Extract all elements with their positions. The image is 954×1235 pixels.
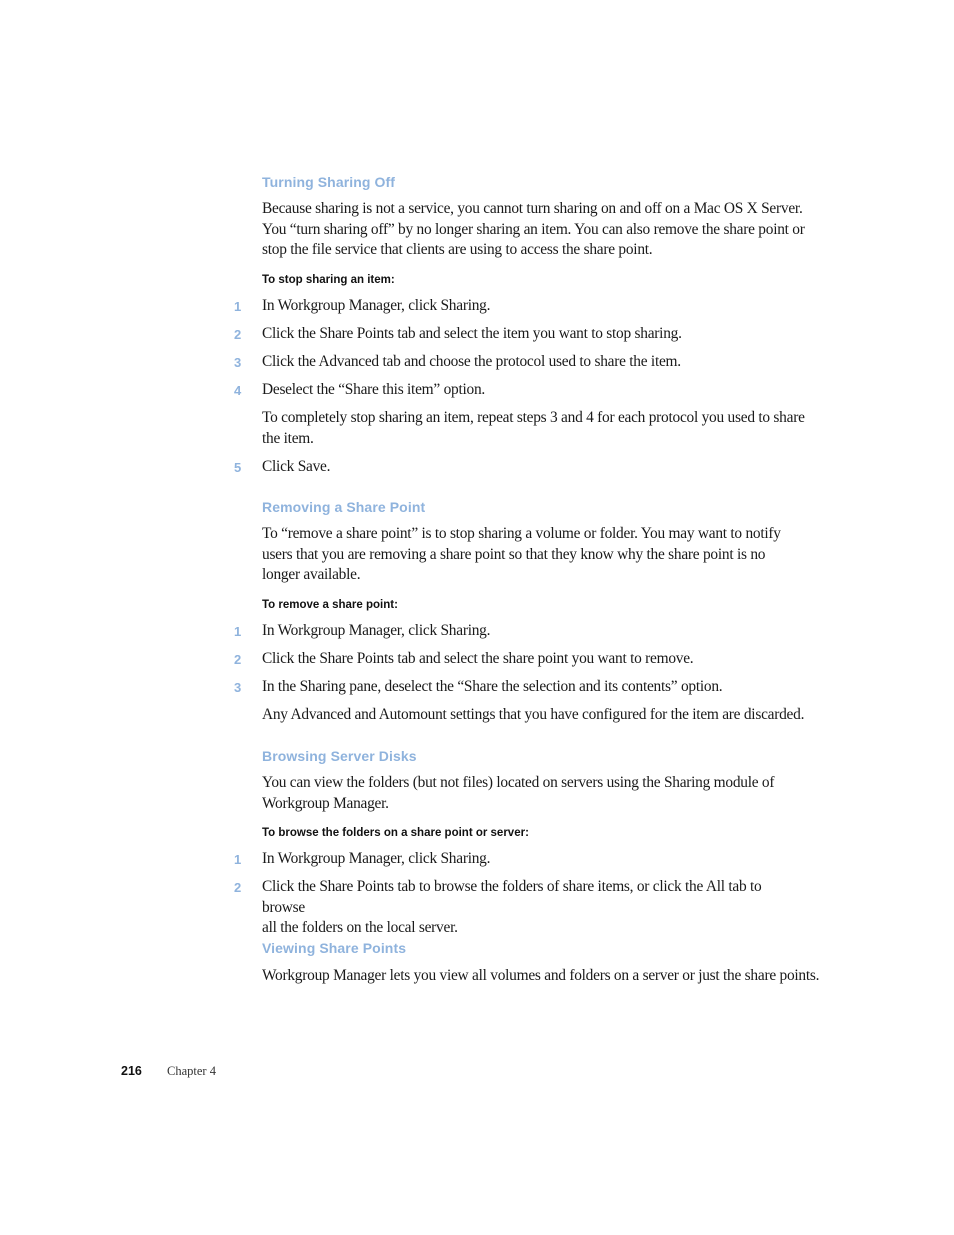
step-note: Any Advanced and Automount settings that you have configured for the item are discarded. [262, 706, 805, 723]
section-heading-viewing-share-points: Viewing Share Points [262, 940, 407, 956]
paragraph-viewing-share-points: Workgroup Manager lets you view all volumes and folders on a server or just the share points. [262, 967, 820, 984]
section-heading-turning-sharing-off: Turning Sharing Off [262, 174, 396, 190]
paragraph-browsing-server-disks [262, 773, 807, 814]
step-number: 5 [234, 460, 242, 475]
step-number: 3 [234, 355, 242, 370]
text-line: Because sharing is not a service, you cannot turn sharing on and off on a Mac OS X Server. [262, 200, 803, 217]
step-note [262, 408, 807, 449]
step-text [262, 877, 807, 939]
text-line: all the folders on the local server. [262, 919, 458, 937]
paragraph-removing-share-point [262, 524, 807, 586]
procedure-heading-stop-sharing: To stop sharing an item: [262, 274, 395, 286]
page-number: 216 [121, 1064, 142, 1078]
text-line: stop the file service that clients are using to access the share point. [262, 241, 653, 259]
step-text: Click the Share Points tab and select the item you want to stop sharing. [262, 325, 682, 342]
text-line: Workgroup Manager. [262, 794, 389, 812]
step-number: 2 [234, 880, 242, 895]
section-heading-removing-share-point: Removing a Share Point [262, 499, 426, 515]
text-line: users that you are removing a share point so that they know why the share point is no [262, 545, 766, 563]
step-text: Deselect the “Share this item” option. [262, 381, 485, 398]
procedure-heading-browse-folders: To browse the folders on a share point or server: [262, 827, 529, 839]
step-number: 3 [234, 680, 242, 695]
text-line: Click the Share Points tab to browse the folders of share items, or click the All tab to browse [262, 878, 762, 916]
step-text: Click the Share Points tab and select the share point you want to remove. [262, 650, 694, 667]
procedure-heading-remove-share-point: To remove a share point: [262, 599, 398, 611]
step-text: In Workgroup Manager, click Sharing. [262, 622, 491, 639]
step-text: Click the Advanced tab and choose the protocol used to share the item. [262, 353, 681, 370]
step-number: 4 [234, 383, 242, 398]
text-line: longer available. [262, 566, 361, 584]
paragraph-turning-sharing-off [262, 199, 807, 261]
step-text: In the Sharing pane, deselect the “Share the selection and its contents” option. [262, 678, 723, 695]
step-text: In Workgroup Manager, click Sharing. [262, 850, 491, 867]
step-number: 2 [234, 652, 242, 667]
text-line: To completely stop sharing an item, repeat steps 3 and 4 for each protocol you used to share [262, 409, 805, 426]
text-line: You can view the folders (but not files) located on servers using the Sharing module of [262, 774, 775, 791]
chapter-label: Chapter 4 [167, 1064, 216, 1078]
step-text: Click Save. [262, 458, 331, 475]
text-line: the item. [262, 429, 314, 447]
section-heading-browsing-server-disks: Browsing Server Disks [262, 748, 417, 764]
step-number: 1 [234, 299, 242, 314]
step-number: 2 [234, 327, 242, 342]
step-number: 1 [234, 852, 242, 867]
text-line: You “turn sharing off” by no longer sharing an item. You can also remove the share point or [262, 220, 805, 238]
step-number: 1 [234, 624, 242, 639]
step-text: In Workgroup Manager, click Sharing. [262, 297, 491, 314]
text-line: To “remove a share point” is to stop sharing a volume or folder. You may want to notify [262, 525, 781, 542]
